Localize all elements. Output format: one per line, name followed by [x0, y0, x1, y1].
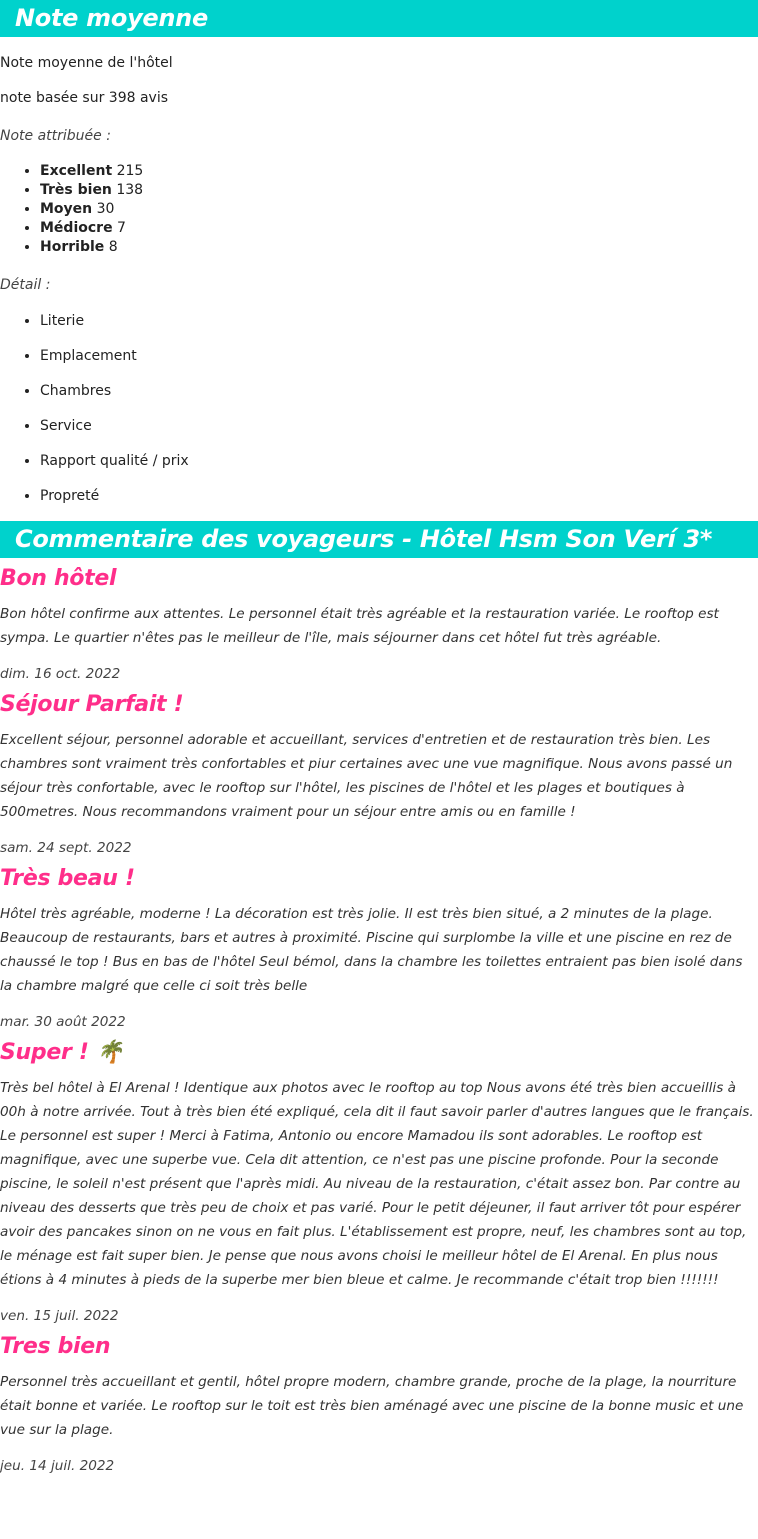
rating-section-header: Note moyenne	[0, 0, 758, 37]
review-count-text: note basée sur 398 avis	[0, 90, 169, 106]
rating-item-excellent: • Excellent 215	[40, 162, 758, 181]
review-text: Personnel très accueillant et gentil, hôtel propre modern, chambre grande, proche de la plage, la nourriture était bonne et variée. Le rooftop sur le toit est très bien aménagé avec une piscine de la bonne music et une vue sur la plage.	[0, 1374, 744, 1438]
review-date: mar. 30 août 2022	[0, 1014, 126, 1030]
rating-section	[0, 0, 758, 506]
average-rating-title: Note moyenne de l'hôtel	[0, 55, 173, 71]
detail-list	[0, 311, 758, 506]
review-title: Tres bien	[0, 1334, 111, 1359]
rating-item-tres-bien: • Très bien 138	[40, 181, 758, 200]
detail-item-service: • Service	[40, 416, 758, 436]
review-item	[0, 1332, 758, 1476]
ratings-label: Note attribuée :	[0, 128, 111, 144]
rating-item-mediocre: • Médiocre 7	[40, 219, 758, 238]
detail-label: Détail :	[0, 277, 51, 293]
review-title: Très beau !	[0, 866, 135, 891]
review-text: Bon hôtel confirme aux attentes. Le personnel était très agréable et la restauration variée. Le rooftop est sympa. Le quartier n'êtes pas le meilleur de l'île, mais séjourner dans cet hôtel fut très agréable.	[0, 606, 719, 646]
review-date: sam. 24 sept. 2022	[0, 840, 132, 856]
review-text: Excellent séjour, personnel adorable et accueillant, services d'entretien et de restauration très bien. Les chambres sont vraiment très confortables et piur certaines avec une vue magnifique. Nous avons passé un séjour très confortable, avec le rooftop sur l'hôtel, les piscines de l'hôtel et les plages et boutiques à 500metres. Nous recommandons vraiment pour un séjour entre amis ou en famille !	[0, 732, 733, 820]
ratings-list	[0, 162, 758, 257]
rating-item-horrible: • Horrible 8	[40, 238, 758, 257]
detail-item-emplacement: • Emplacement	[40, 346, 758, 366]
review-text: Très bel hôtel à El Arenal ! Identique aux photos avec le rooftop au top Nous avons été très bien accueillis à 00h à notre arrivée. Tout à très bien été expliqué, cela dit il faut savoir parler d'autres langues que le français. Le personnel est super ! Merci à Fatima, Antonio ou encore Mamadou ils sont adorables. Le rooftop est magnifique, avec une superbe vue. Cela dit attention, ce n'est pas une piscine profonde. Pour la seconde piscine, le soleil n'est présent que l'après midi. Au niveau de la restauration, c'était assez bon. Par contre au niveau des desserts que très peu de choix et pas varié. Pour le petit déjeuner, il faut arriver tôt pour espérer avoir des pancakes sinon on ne vous en fait plus. L'établissement est propre, neuf, les chambres sont au top, le ménage est fait super bien. Je pense que nous avons choisi le meilleur hôtel de El Arenal. En plus nous étions à 4 minutes à pieds de la superbe mer bien bleue et calme. Je recommande c'était trop bien !!!!!!!	[0, 1080, 754, 1288]
detail-item-proprete: • Propreté	[40, 486, 758, 506]
review-date: ven. 15 juil. 2022	[0, 1308, 119, 1324]
review-item	[0, 690, 758, 858]
review-date: dim. 16 oct. 2022	[0, 666, 121, 682]
review-title: Bon hôtel	[0, 566, 117, 591]
comments-section	[0, 521, 758, 1476]
detail-item-rapport-qualite-prix: • Rapport qualité / prix	[40, 451, 758, 471]
detail-item-chambres: • Chambres	[40, 381, 758, 401]
review-item	[0, 564, 758, 684]
review-text: Hôtel très agréable, moderne ! La décoration est très jolie. Il est très bien situé, a 2 minutes de la plage. Beaucoup de restaurants, bars et autres à proximité. Piscine qui surplombe la ville et une piscine en rez de chaussé le top ! Bus en bas de l'hôtel Seul bémol, dans la chambre les toilettes entraient pas bien isolé dans la chambre malgré que celle ci soit très belle	[0, 906, 743, 994]
comments-section-header: Commentaire des voyageurs - Hôtel Hsm Son Verí 3*	[0, 521, 758, 558]
detail-item-literie: • Literie	[40, 311, 758, 331]
rating-item-moyen: • Moyen 30	[40, 200, 758, 219]
review-item	[0, 864, 758, 1032]
review-title: Super ! 🌴	[0, 1040, 124, 1065]
review-date: jeu. 14 juil. 2022	[0, 1458, 115, 1474]
review-title: Séjour Parfait !	[0, 692, 184, 717]
review-item	[0, 1038, 758, 1326]
